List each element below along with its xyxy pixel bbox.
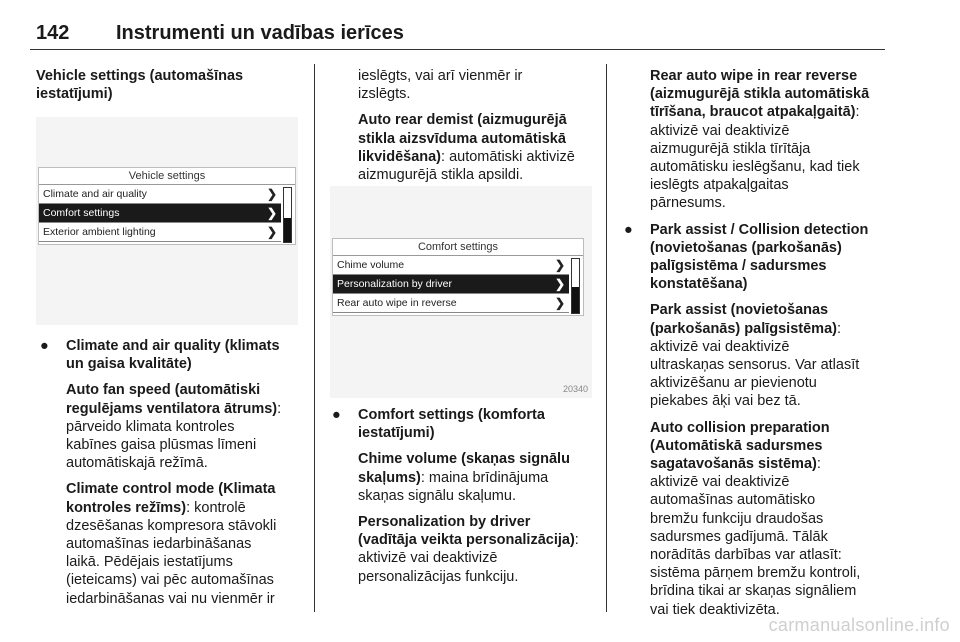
text-line: likvidēšana) xyxy=(358,148,442,165)
text-line: iestatījumi) xyxy=(358,425,435,442)
text-line: Auto fan speed (automātiski xyxy=(66,382,261,399)
text-line: (aizmugurējā stikla automātiskā xyxy=(650,86,870,103)
scrollbar[interactable] xyxy=(283,187,292,243)
bullet-park-assist xyxy=(620,221,892,619)
text-line: pārveido klimata kontroles xyxy=(66,418,235,435)
vehicle-settings-screen xyxy=(38,167,296,245)
section-heading-line: iestatījumi) xyxy=(36,86,113,103)
column-2-body xyxy=(328,406,600,594)
text-line: Chime volume (skaņas signālu xyxy=(358,451,570,468)
paragraph-chime-volume xyxy=(358,450,600,505)
text-line: tīrīšana, braucot atpakaļgaitā) xyxy=(650,104,856,121)
bullet-climate-air-quality xyxy=(36,337,308,608)
section-heading-line: Vehicle settings (automašīnas xyxy=(36,68,244,84)
section-heading xyxy=(36,67,306,103)
text-line: aktivizē vai deaktivizē xyxy=(650,474,790,491)
column-1 xyxy=(36,67,306,103)
chevron-right-icon: ❯ xyxy=(266,187,277,201)
text-line: palīgsistēma / sadursmes xyxy=(650,258,827,275)
text-line: norādītās darbības var atlasīt: xyxy=(650,547,842,564)
bullet-mark: ● xyxy=(332,407,341,423)
text-line: Park assist / Collision detection xyxy=(650,221,869,238)
header-rule xyxy=(30,49,885,50)
watermark: carmanualsonline.info xyxy=(768,615,950,635)
text-colon: : xyxy=(277,400,282,417)
text-colon: : xyxy=(855,104,860,121)
chevron-right-icon: ❯ xyxy=(554,258,565,272)
paragraph-personalization xyxy=(358,513,600,586)
menu-item-climate-air-quality[interactable] xyxy=(39,185,281,204)
text-line: (Automātiskā sadursmes xyxy=(650,437,823,454)
comfort-settings-figure xyxy=(330,186,592,398)
text-line: iedarbināšanas vai nu vienmēr ir xyxy=(66,590,275,607)
text-line: konstatēšana) xyxy=(650,276,748,293)
paragraph-park-assist xyxy=(650,301,892,410)
text-line: : automātiski aktivizē xyxy=(441,148,575,165)
bullet-mark: ● xyxy=(40,338,49,354)
column-2 xyxy=(328,67,600,192)
text-line: (vadītāja veikta personalizācija) xyxy=(358,532,575,549)
text-line: dzesēšanas kompresora stāvokli xyxy=(66,517,277,534)
text-line: aizmugurējā stikla tīrītāja xyxy=(650,140,811,157)
text-line: vai tiek deaktivizēta. xyxy=(650,601,780,618)
text-line: automašīnas automātisko xyxy=(650,492,816,509)
chevron-right-icon: ❯ xyxy=(554,296,565,310)
bullet-title xyxy=(358,406,600,442)
menu-item-label: Exterior ambient lighting xyxy=(43,226,156,238)
column-divider-2 xyxy=(606,64,607,612)
column-divider-1 xyxy=(314,64,315,612)
text-line: aktivizē vai deaktivizē xyxy=(358,550,498,567)
chevron-right-icon: ❯ xyxy=(266,225,277,239)
menu-item-exterior-ambient-lighting[interactable] xyxy=(39,223,281,242)
figure-code: 20340 xyxy=(562,384,588,394)
text-line: regulējams ventilatora ātrums) xyxy=(66,400,278,417)
bullet-mark: ● xyxy=(624,221,633,238)
text-line: pārnesums. xyxy=(650,195,726,212)
bullet-title xyxy=(650,221,892,294)
bullet-title xyxy=(66,337,308,373)
text-line: Auto rear demist (aizmugurējā xyxy=(358,112,567,129)
text-line: automašīnas iedarbināšanas xyxy=(66,536,252,553)
menu-item-chime-volume[interactable] xyxy=(333,256,569,275)
text-line: Park assist (novietošanas xyxy=(650,302,829,319)
text-line: izslēgts. xyxy=(358,86,411,103)
page-title: Instrumenti un vadības ierīces xyxy=(116,22,404,44)
scrollbar-thumb[interactable] xyxy=(572,287,579,313)
text-line: ieslēgts atpakaļgaitas xyxy=(650,177,789,194)
text-line: Rear auto wipe in rear reverse xyxy=(650,68,858,84)
text-line: skaļums) xyxy=(358,469,421,486)
text-line: : kontrolē xyxy=(186,499,246,516)
chevron-right-icon: ❯ xyxy=(266,206,277,220)
menu-item-label: Chime volume xyxy=(337,259,405,271)
scrollbar-thumb[interactable] xyxy=(284,218,291,242)
column-1-body xyxy=(36,337,308,616)
paragraph-auto-rear-demist xyxy=(358,111,600,184)
text-colon: : xyxy=(574,532,579,549)
text-line: ultraskaņas sensorus. Var atlasīt xyxy=(650,357,860,374)
comfort-settings-screen xyxy=(332,238,584,316)
paragraph-climate-control-mode xyxy=(66,480,308,607)
text-line: skaņas signālu skaļumu. xyxy=(358,487,516,504)
page-header xyxy=(30,22,930,50)
text-line: piekabes āķi vai bez tā. xyxy=(650,393,801,410)
text-line: ieslēgts, vai arī vienmēr ir xyxy=(358,68,523,84)
text-line: laikā. Pēdējais iestatījums xyxy=(66,554,233,571)
text-line: Personalization by driver xyxy=(358,514,531,531)
text-line: aizmugurējā stikla apsildi. xyxy=(358,167,524,184)
text-line: un gaisa kvalitāte) xyxy=(66,356,192,373)
paragraph-auto-collision-preparation xyxy=(650,419,892,619)
menu-item-label: Rear auto wipe in reverse xyxy=(337,297,457,309)
menu-item-label: Personalization by driver xyxy=(337,278,452,290)
text-line: stikla aizsvīduma automātiskā xyxy=(358,130,566,147)
text-line: kabīnes gaisa plūsmas līmeni xyxy=(66,437,257,454)
paragraph-continued xyxy=(358,67,600,103)
text-line: kontroles režīms) xyxy=(66,499,187,516)
vehicle-settings-figure xyxy=(36,117,298,325)
text-line: aktivizē vai deaktivizē xyxy=(650,122,790,139)
text-line: sagatavošanās sistēma) xyxy=(650,456,817,473)
text-line: aktivizēšanu ar pievienotu xyxy=(650,375,817,392)
paragraph-rear-auto-wipe xyxy=(650,67,892,213)
text-line: aktivizē vai deaktivizē xyxy=(650,338,790,355)
text-line: automātisku ieslēgšanu, kad tiek xyxy=(650,159,860,176)
text-line: bremžu funkciju draudošas xyxy=(650,510,824,527)
text-colon: : xyxy=(816,456,821,473)
menu-item-label: Comfort settings xyxy=(43,207,120,219)
text-line: automātiskajā režīmā. xyxy=(66,455,208,472)
menu-item-personalization-by-driver[interactable] xyxy=(333,275,569,294)
column-3 xyxy=(620,67,892,627)
text-line: (novietošanas (parkošanās) xyxy=(650,239,842,256)
text-line: Comfort settings (komforta xyxy=(358,407,545,423)
menu-item-comfort-settings[interactable] xyxy=(39,204,281,223)
menu-item-label: Climate and air quality xyxy=(43,188,147,200)
text-line: brīdina tikai ar skaņas signāliem xyxy=(650,583,857,600)
chevron-right-icon: ❯ xyxy=(554,277,565,291)
text-line: Climate and air quality (klimats xyxy=(66,338,280,354)
text-line: personalizācijas funkciju. xyxy=(358,568,519,585)
screen-title: Vehicle settings xyxy=(39,168,295,185)
paragraph-auto-fan-speed xyxy=(66,381,308,472)
menu-item-rear-auto-wipe[interactable] xyxy=(333,294,569,313)
text-line: Auto collision preparation xyxy=(650,419,830,436)
scrollbar[interactable] xyxy=(571,258,580,314)
screen-title: Comfort settings xyxy=(333,239,583,256)
text-line: sistēma pārņem bremžu kontroli, xyxy=(650,565,861,582)
text-line: : maina brīdinājuma xyxy=(420,469,549,486)
text-colon: : xyxy=(836,320,841,337)
bullet-comfort-settings xyxy=(328,406,600,586)
page-number: 142 xyxy=(36,22,70,44)
text-line: (ieteicams) vai pēc automašīnas xyxy=(66,572,274,589)
text-line: (parkošanās) palīgsistēma) xyxy=(650,320,837,337)
text-line: sadursmes gadījumā. Tālāk xyxy=(650,528,828,545)
text-line: Climate control mode (Klimata xyxy=(66,481,276,498)
